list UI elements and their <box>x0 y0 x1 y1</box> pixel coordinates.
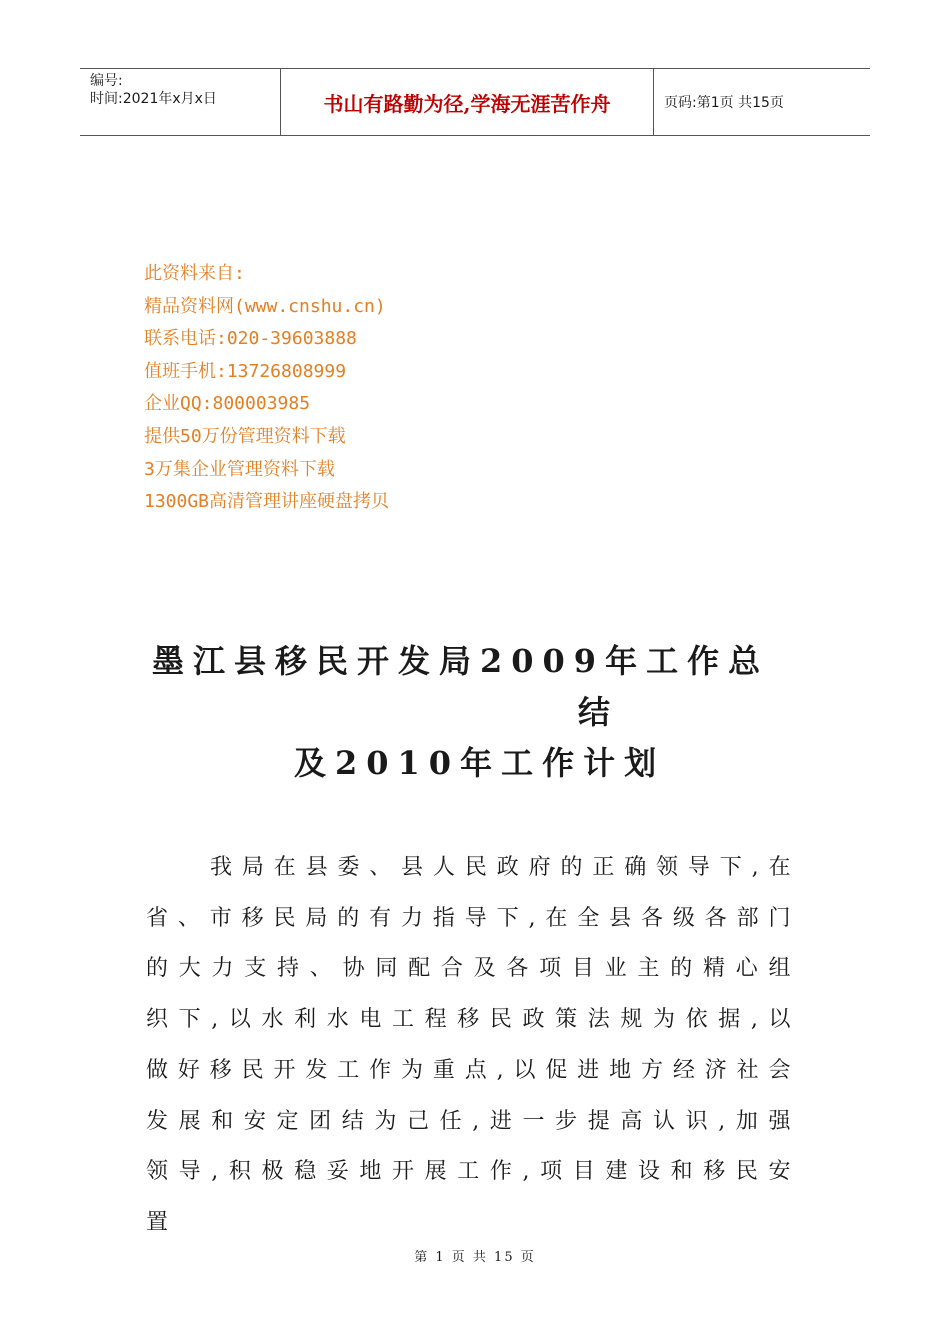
promo-line: 联系电话:020-39603888 <box>144 328 357 350</box>
promo-line: 提供50万份管理资料下载 <box>144 425 346 447</box>
title-line-1: 墨江县移民开发局2009年工作总 <box>152 642 770 680</box>
title-line-2: 结 <box>578 693 620 731</box>
header-meta <box>80 69 281 135</box>
promo-line: 值班手机:13726808999 <box>144 360 347 382</box>
promo-line: 1300GB高清管理讲座硬盘拷贝 <box>144 491 390 513</box>
promo-line: 企业QQ:800003985 <box>144 393 311 415</box>
page-footer: 第 1 页 共 15 页 <box>414 1250 536 1265</box>
document-number: 编号: <box>90 73 123 89</box>
body-paragraph: 我局在县委、县人民政府的正确领导下,在省、市移民局的有力指导下,在全县各级各部门的大力支持、协同配合及各项目业主的精心组织下,以水利水电工程移民政策法规为依据,以做好移民开发工作为重点,以促进地方经济社会发展和安定团结为己任,进一步提高认识,加强领导,积极稳妥地开展工作,项目建设和移民安置 <box>146 855 800 1235</box>
document-title <box>130 636 820 789</box>
header-motto: 书山有路勤为径,学海无涯苦作舟 <box>281 69 654 135</box>
header-page-info: 页码:第1页 共15页 <box>664 95 784 111</box>
page-header <box>80 68 870 136</box>
promo-block <box>144 258 389 519</box>
promo-line: 精品资料网(www.cnshu.cn) <box>144 295 386 317</box>
title-line-3: 及2010年工作计划 <box>294 744 666 782</box>
promo-line: 此资料来自: <box>144 263 245 284</box>
promo-line: 3万集企业管理资料下载 <box>144 458 335 480</box>
document-time: 时间:2021年x月x日 <box>90 91 217 107</box>
